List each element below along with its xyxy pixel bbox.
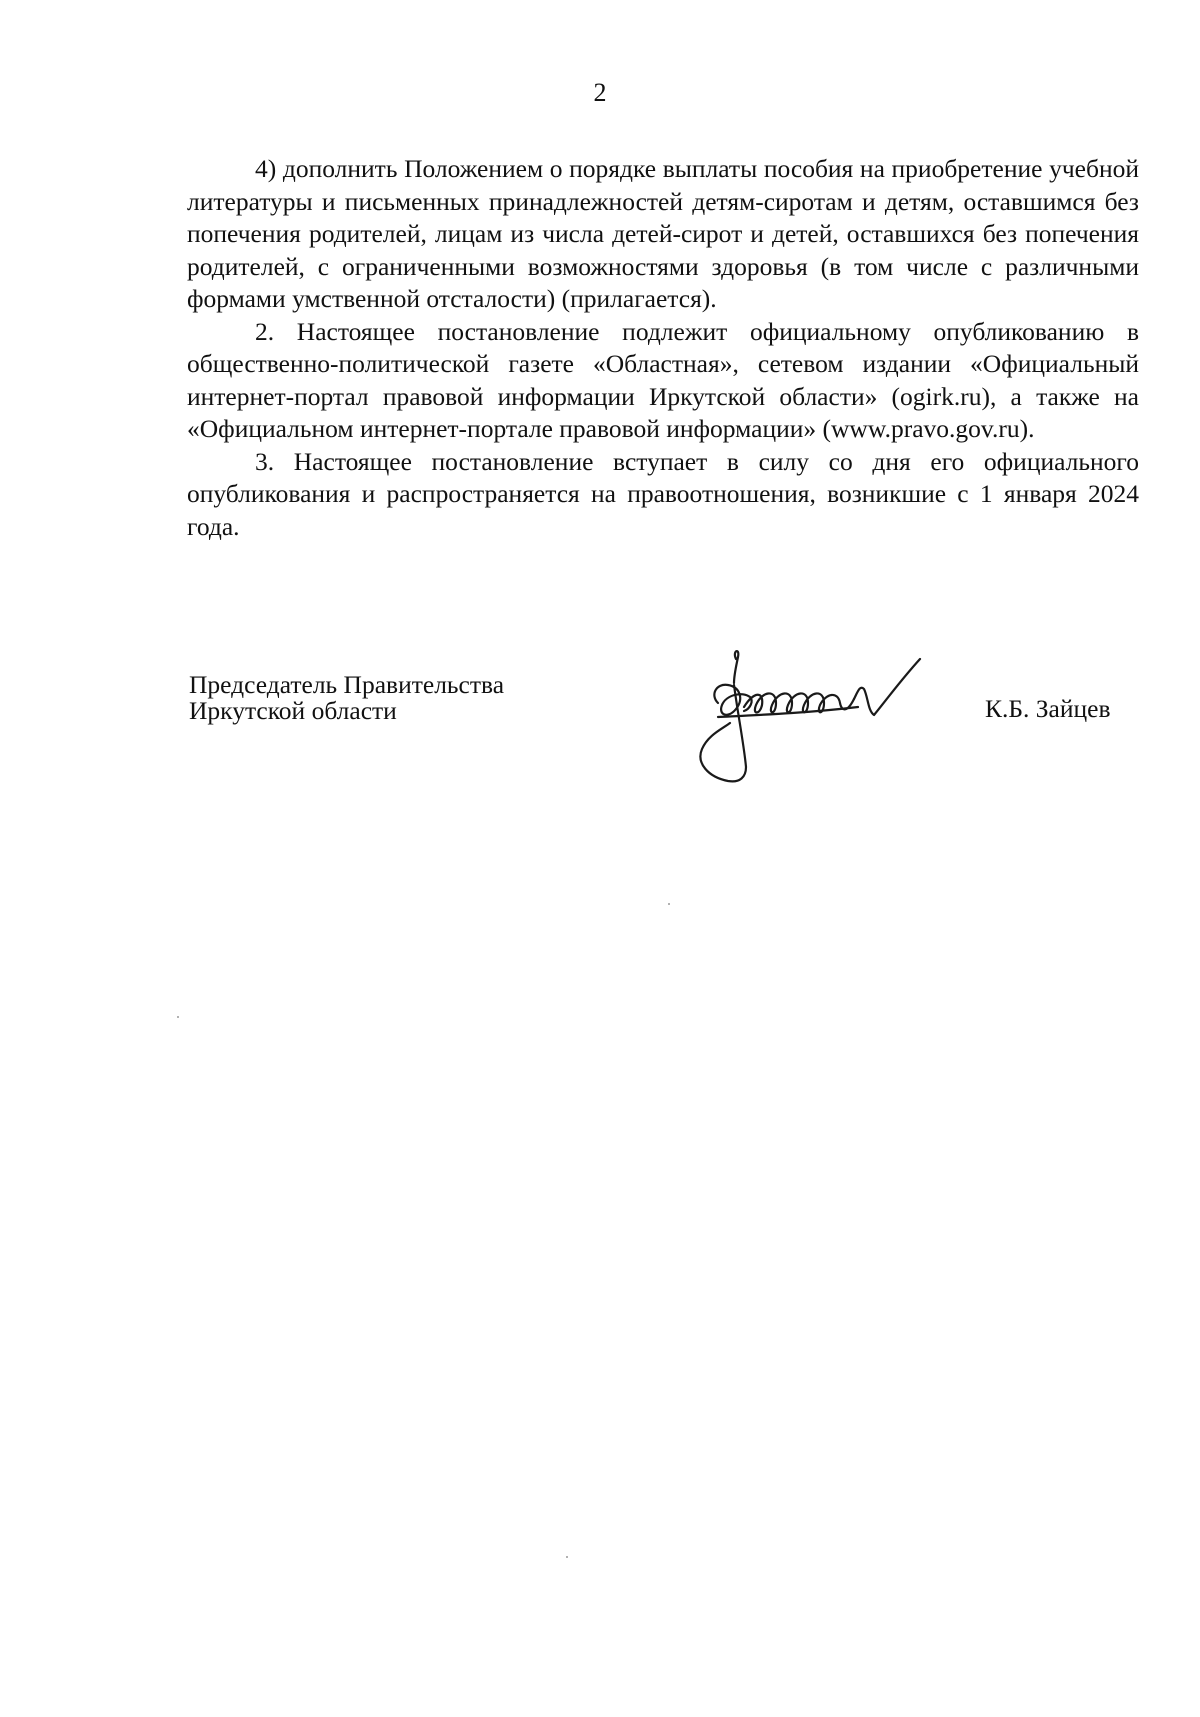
handwritten-signature [688,645,958,795]
signatory-name: К.Б. Зайцев [985,694,1111,723]
paragraph-effective-date: 3. Настоящее постановление вступает в силу со дня его официального опубликования и распространяется на правоотношения, возникшие с 1 января 2024 года. [187,446,1139,541]
scan-speck [566,1556,568,1558]
scan-speck [177,1016,179,1018]
signatory-title-line-1: Председатель Правительства [189,670,505,699]
signatory-title [189,672,504,724]
page-number: 2 [593,78,607,107]
paragraph-publication: 2. Настоящее постановление подлежит официальному опубликованию в общественно-политической газете «Областная», сетевом издании «Официальный интернет-портал правовой информации Иркутской области» (ogirk.ru), а также на «Официальном интернет-портале правовой информации» (www.pravo.gov.ru). [187,316,1139,443]
scan-speck [668,903,670,905]
paragraph-item-4: 4) дополнить Положением о порядке выплаты пособия на приобретение учебной литературы и письменных принадлежностей детям-сиротам и детям, оставшимся без попечения родителей, лицам из числа детей-сирот и детей, оставшихся без попечения родителей, с ограниченными возможностями здоровья (в том числе с различными формами умственной отсталости) (прилагается). [187,154,1139,313]
document-body [187,153,1139,543]
signatory-title-line-2: Иркутской области [189,696,397,725]
